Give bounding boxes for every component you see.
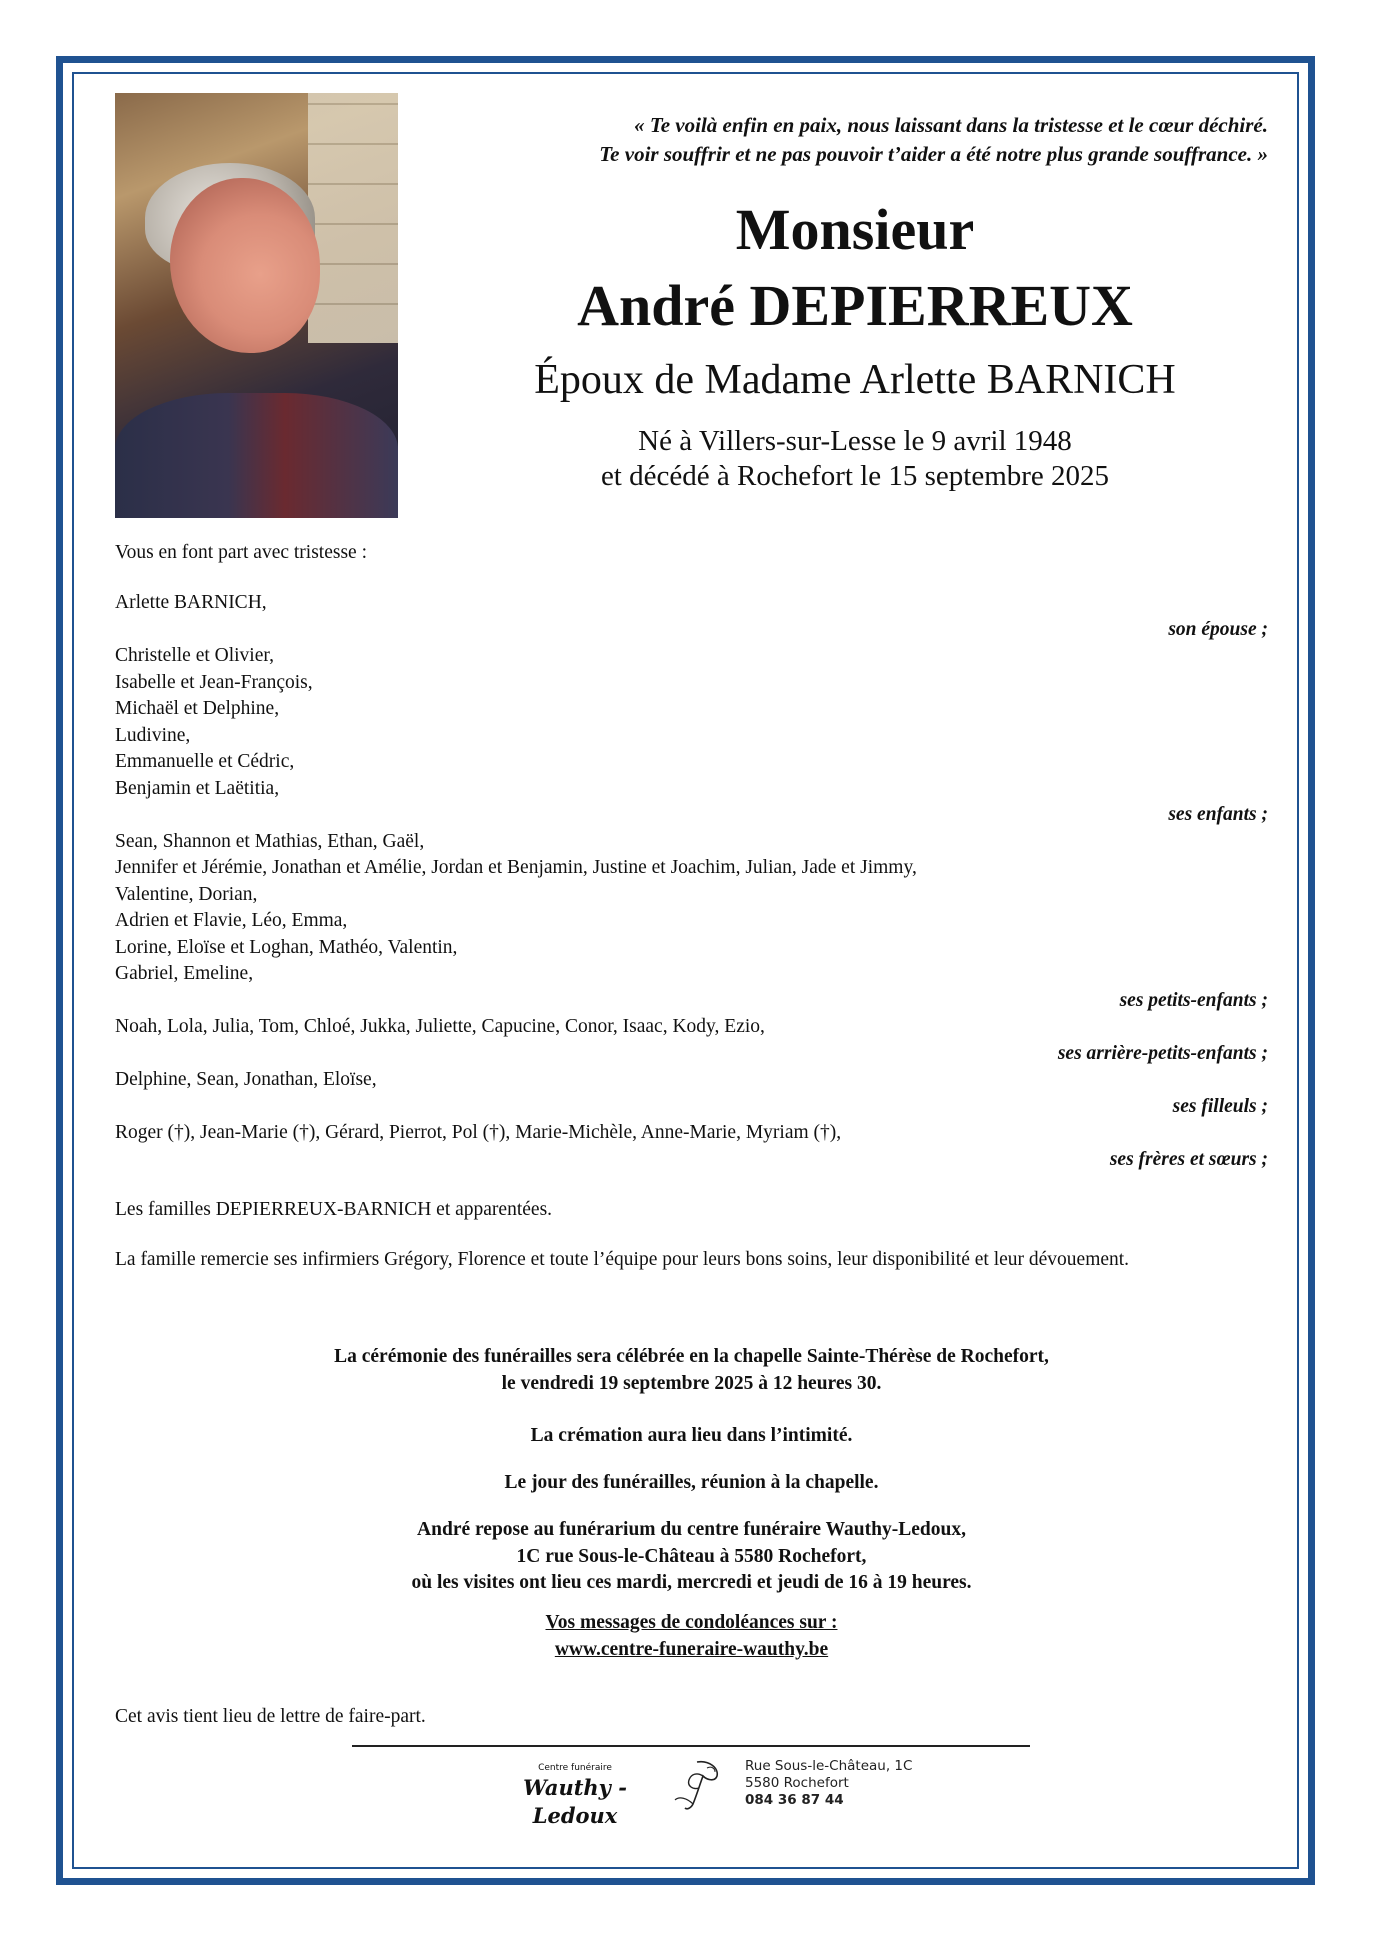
title-name: André DEPIERREUX — [577, 273, 1133, 338]
death-line: et décédé à Rochefort le 15 septembre 2025 — [600, 460, 1110, 492]
grandchild-item: Valentine, Dorian, — [115, 883, 258, 905]
godchildren: Delphine, Sean, Jonathan, Eloïse, — [115, 1069, 377, 1090]
funeral-home-address — [745, 1758, 912, 1809]
spouse-name: Arlette BARNICH, — [115, 592, 267, 613]
grandchild-item: Sean, Shannon et Mathias, Ethan, Gaël, — [115, 830, 425, 852]
funeral-home-brand: Wauthy - Ledoux — [523, 1775, 627, 1828]
condolences-label: Vos messages de condoléances sur : — [545, 1612, 838, 1633]
condolences-block — [115, 1610, 1268, 1663]
cremation-info: La crémation aura lieu dans l’intimité. — [530, 1425, 853, 1446]
child-item: Isabelle et Jean-François, — [115, 671, 313, 693]
title-honorific: Monsieur — [735, 197, 975, 262]
child-item: Michaël et Delphine, — [115, 698, 280, 719]
families-line: Les familles DEPIERREUX-BARNICH et apparentées. — [115, 1198, 553, 1220]
life-dates — [440, 424, 1270, 494]
phone-number: 084 36 87 44 — [745, 1792, 844, 1808]
grandchildren-role: ses petits-enfants ; — [1119, 989, 1268, 1011]
child-item: Ludivine, — [115, 724, 191, 746]
calla-lily-logo-icon — [667, 1754, 727, 1814]
grandchild-item: Gabriel, Emeline, — [115, 963, 254, 984]
children-role: ses enfants ; — [1168, 804, 1268, 825]
funerarium-line-1: André repose au funérarium du centre funéraire Wauthy-Ledoux, — [417, 1519, 966, 1540]
great-grandchildren: Noah, Lola, Julia, Tom, Chloé, Jukka, Juliette, Capucine, Conor, Isaac, Kody, Ezio, — [115, 1016, 765, 1037]
funerarium-line-2: 1C rue Sous-le-Château à 5580 Rochefort, — [516, 1545, 867, 1567]
child-item: Christelle et Olivier, — [115, 645, 274, 666]
condolences-link[interactable]: www.centre-funeraire-wauthy.be — [554, 1638, 829, 1660]
closing-note: Cet avis tient lieu de lettre de faire-part. — [115, 1706, 426, 1727]
ceremony-line-1: La cérémonie des funérailles sera célébrée en la chapelle Sainte-Thérèse de Rochefort, — [334, 1346, 1049, 1367]
great-grandchildren-role: ses arrière-petits-enfants ; — [1057, 1042, 1268, 1064]
intro-text: Vous en font part avec tristesse : — [115, 542, 367, 563]
spouse-role: son épouse ; — [1168, 618, 1268, 640]
grandchild-item: Lorine, Eloïse et Loghan, Mathéo, Valentin, — [115, 936, 458, 958]
quote-line-2: Te voir souffrir et ne pas pouvoir t’aider a été notre plus grande souffrance. » — [599, 142, 1268, 166]
ceremony-info — [115, 1344, 1268, 1397]
child-item: Benjamin et Laëtitia, — [115, 777, 280, 799]
siblings-role: ses frères et sœurs ; — [1109, 1148, 1268, 1170]
birth-line: Né à Villers-sur-Lesse le 9 avril 1948 — [638, 425, 1072, 457]
ceremony-line-2: le vendredi 19 septembre 2025 à 12 heures 30. — [501, 1372, 882, 1394]
child-item: Emmanuelle et Cédric, — [115, 751, 295, 772]
grandchild-item: Jennifer et Jérémie, Jonathan et Amélie, Jordan et Benjamin, Justine et Joachim, Julian, Jade et Jimmy, — [115, 857, 917, 878]
thanks-paragraph: La famille remercie ses infirmiers Grégory, Florence et toute l’équipe pour leurs bons soins, leur disponibilité et leur dévouement. — [115, 1248, 1130, 1270]
funerarium-info — [115, 1517, 1268, 1597]
funeral-home-label: Centre funéraire — [538, 1763, 612, 1773]
grandchild-item: Adrien et Flavie, Léo, Emma, — [115, 910, 348, 931]
funerarium-line-3: où les visites ont lieu ces mardi, mercredi et jeudi de 16 à 19 heures. — [411, 1572, 972, 1593]
funeral-home-name — [485, 1762, 665, 1830]
godchildren-role: ses filleuls ; — [1172, 1095, 1268, 1117]
footer-divider — [352, 1745, 1030, 1747]
address-line-2: 5580 Rochefort — [745, 1775, 849, 1791]
quote-line-1: « Te voilà enfin en paix, nous laissant dans la tristesse et le cœur déchiré. — [634, 113, 1268, 137]
memorial-quote — [400, 111, 1268, 169]
reunion-info: Le jour des funérailles, réunion à la chapelle. — [504, 1472, 879, 1493]
siblings: Roger (†), Jean-Marie (†), Gérard, Pierrot, Pol (†), Marie-Michèle, Anne-Marie, Myriam (†), — [115, 1122, 842, 1143]
portrait-photo — [115, 93, 398, 518]
spouse-line: Époux de Madame Arlette BARNICH — [534, 357, 1176, 403]
family-announcement — [115, 540, 1268, 1273]
address-line-1: Rue Sous-le-Château, 1C — [745, 1758, 913, 1774]
